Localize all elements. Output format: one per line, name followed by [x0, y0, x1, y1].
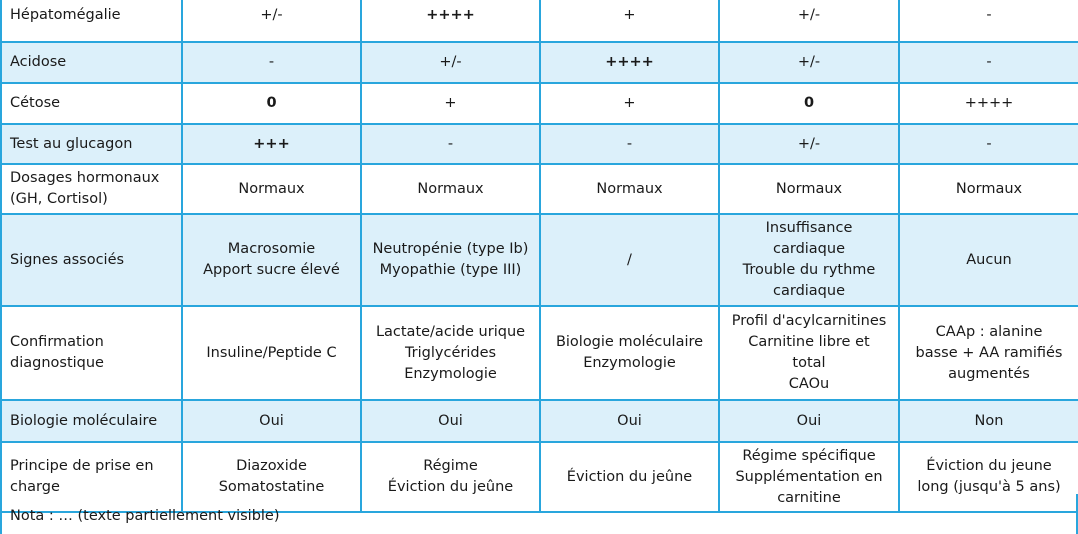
table-cell: Régime Éviction du jeûne — [361, 442, 540, 512]
table-cell: Neutropénie (type Ib) Myopathie (type III) — [361, 214, 540, 306]
table-footnote — [0, 494, 1078, 534]
table-cell: - — [182, 42, 361, 83]
table-row — [1, 164, 1078, 214]
row-label: Test au glucagon — [1, 124, 182, 164]
table-cell: Normaux — [182, 164, 361, 214]
table-cell: Normaux — [540, 164, 719, 214]
table-cell: +/- — [719, 124, 899, 164]
table-cell: / — [540, 214, 719, 306]
table-cell: Diazoxide Somatostatine — [182, 442, 361, 512]
table-cell: Non — [899, 400, 1078, 442]
table-cell: ++++ — [899, 83, 1078, 124]
table-row — [1, 0, 1078, 42]
table-row — [1, 83, 1078, 124]
table-cell: - — [899, 42, 1078, 83]
table-cell: +/- — [182, 0, 361, 42]
row-label: Cétose — [1, 83, 182, 124]
table-cell: Régime spécifique Supplémentation en carnitine — [719, 442, 899, 512]
row-label: Confirmation diagnostique — [1, 306, 182, 400]
table-cell: Profil d'acylcarnitines Carnitine libre et total CAOu — [719, 306, 899, 400]
table-cell: +/- — [719, 42, 899, 83]
table-cell: - — [361, 124, 540, 164]
table-cell: - — [899, 124, 1078, 164]
table-cell: Oui — [540, 400, 719, 442]
table-cell: ++++ — [361, 0, 540, 42]
footnote-text: Nota : … (texte partiellement visible) — [10, 508, 280, 524]
table-cell: + — [540, 0, 719, 42]
table-cell: - — [540, 124, 719, 164]
table-cell: Aucun — [899, 214, 1078, 306]
table-cell: Normaux — [899, 164, 1078, 214]
table-cell: Normaux — [719, 164, 899, 214]
table-cell: Éviction du jeune long (jusqu'à 5 ans) — [899, 442, 1078, 512]
table-row — [1, 214, 1078, 306]
table-row — [1, 124, 1078, 164]
table-cell: +++ — [182, 124, 361, 164]
table-row — [1, 306, 1078, 400]
row-label: Principe de prise en charge — [1, 442, 182, 512]
table-cell: +/- — [361, 42, 540, 83]
table-cell: 0 — [182, 83, 361, 124]
table-cell: Oui — [182, 400, 361, 442]
row-label: Hépatomégalie — [1, 0, 182, 42]
table-cell: Macrosomie Apport sucre élevé — [182, 214, 361, 306]
table-cell: +/- — [719, 0, 899, 42]
table-cell: ++++ — [540, 42, 719, 83]
table-cell: Normaux — [361, 164, 540, 214]
table-cell: Éviction du jeûne — [540, 442, 719, 512]
table-cell: + — [540, 83, 719, 124]
table-cell: Insuline/Peptide C — [182, 306, 361, 400]
row-label: Biologie moléculaire — [1, 400, 182, 442]
row-label: Signes associés — [1, 214, 182, 306]
table-cell: Lactate/acide urique Triglycérides Enzymologie — [361, 306, 540, 400]
table-cell: Insuffisance cardiaque Trouble du rythme cardiaque — [719, 214, 899, 306]
table-row — [1, 400, 1078, 442]
table-cell: - — [899, 0, 1078, 42]
table-cell: Oui — [361, 400, 540, 442]
table-cell: 0 — [719, 83, 899, 124]
table-cell: CAAp : alanine basse + AA ramifiés augmentés — [899, 306, 1078, 400]
table-cell: Biologie moléculaire Enzymologie — [540, 306, 719, 400]
table-cell: Oui — [719, 400, 899, 442]
row-label: Dosages hormonaux (GH, Cortisol) — [1, 164, 182, 214]
table-row — [1, 42, 1078, 83]
table-cell: + — [361, 83, 540, 124]
row-label: Acidose — [1, 42, 182, 83]
